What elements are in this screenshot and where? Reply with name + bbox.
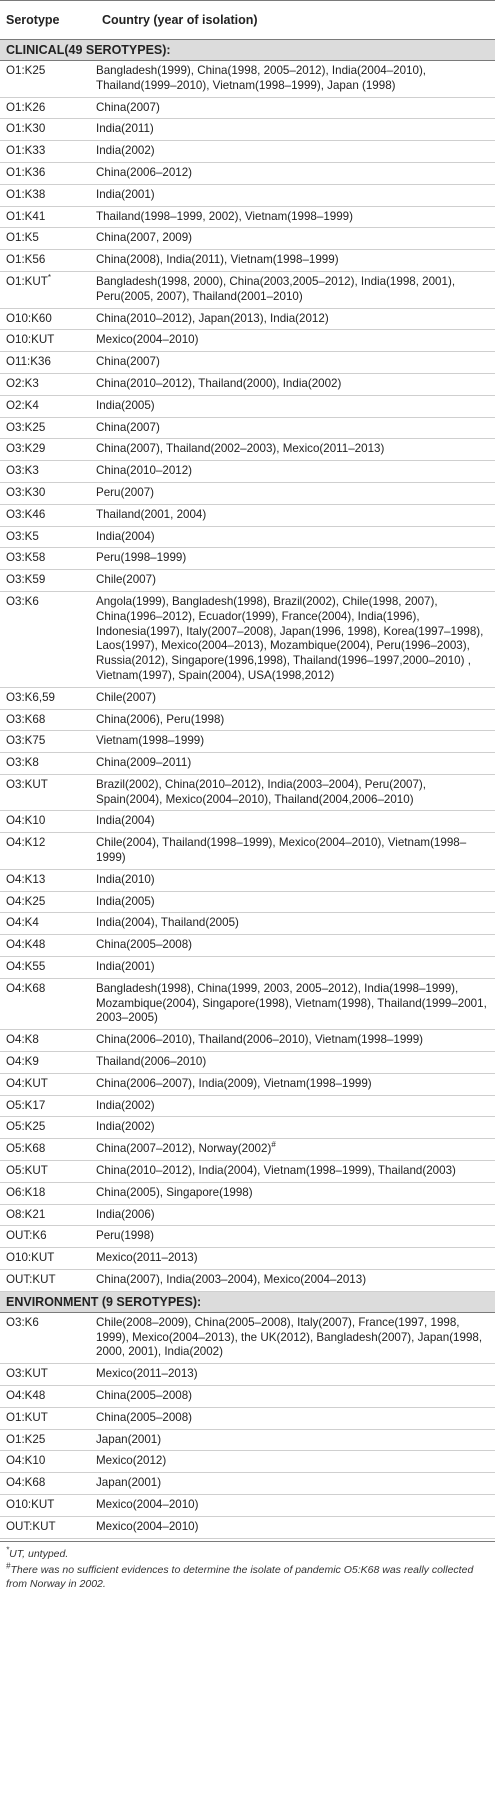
serotype-cell: O4:K10 xyxy=(0,1451,96,1473)
serotype-cell: O1:K26 xyxy=(0,97,96,119)
table-row xyxy=(0,1312,495,1363)
country-cell: China(2007), Thailand(2002–2003), Mexico(2011–2013) xyxy=(96,439,495,461)
table-row xyxy=(0,373,495,395)
table-row xyxy=(0,439,495,461)
country-cell: Peru(1998) xyxy=(96,1226,495,1248)
country-cell: Chile(2007) xyxy=(96,570,495,592)
country-cell: China(2006–2010), Thailand(2006–2010), Vietnam(1998–1999) xyxy=(96,1030,495,1052)
country-cell: China(2007) xyxy=(96,417,495,439)
serotype-cell: O3:K46 xyxy=(0,504,96,526)
serotype-cell: OUT:KUT xyxy=(0,1270,96,1292)
table-row xyxy=(0,417,495,439)
country-cell: China(2006), Peru(1998) xyxy=(96,709,495,731)
country-cell: Chile(2004), Thailand(1998–1999), Mexico(2004–2010), Vietnam(1998–1999) xyxy=(96,833,495,870)
serotype-cell: O1:K56 xyxy=(0,250,96,272)
country-cell: India(2006) xyxy=(96,1204,495,1226)
table-row xyxy=(0,1226,495,1248)
table-row xyxy=(0,935,495,957)
country-cell: China(2005–2008) xyxy=(96,1386,495,1408)
table-row xyxy=(0,228,495,250)
serotype-cell: O5:KUT xyxy=(0,1161,96,1183)
table-row xyxy=(0,1139,495,1161)
country-cell: China(2007), India(2003–2004), Mexico(2004–2013) xyxy=(96,1270,495,1292)
serotype-cell: O11:K36 xyxy=(0,352,96,374)
serotype-cell: O1:K36 xyxy=(0,162,96,184)
serotype-cell: O4:K25 xyxy=(0,891,96,913)
footnote-untyped: *UT, untyped. xyxy=(6,1545,69,1560)
country-cell: China(2008), India(2011), Vietnam(1998–1999) xyxy=(96,250,495,272)
country-cell: India(2004) xyxy=(96,811,495,833)
country-cell: Brazil(2002), China(2010–2012), India(2003–2004), Peru(2007), Spain(2004), Mexico(2004–2010), Thailand(2004,2006–2010) xyxy=(96,774,495,811)
serotype-cell: O1:K38 xyxy=(0,184,96,206)
country-cell: India(2011) xyxy=(96,119,495,141)
country-cell: India(2004), Thailand(2005) xyxy=(96,913,495,935)
section-header xyxy=(0,1291,495,1312)
table-row xyxy=(0,957,495,979)
serotype-cell: O1:K30 xyxy=(0,119,96,141)
table-row xyxy=(0,591,495,687)
serotype-cell: O4:K4 xyxy=(0,913,96,935)
country-cell: China(2006–2012) xyxy=(96,162,495,184)
serotype-cell: O10:KUT xyxy=(0,1248,96,1270)
serotype-cell: O3:K6 xyxy=(0,1312,96,1363)
table-body xyxy=(0,40,495,1539)
serotype-cell: O4:K48 xyxy=(0,1386,96,1408)
serotype-cell: O5:K68 xyxy=(0,1139,96,1161)
table-row xyxy=(0,206,495,228)
table-row xyxy=(0,1429,495,1451)
serotype-cell: O5:K17 xyxy=(0,1095,96,1117)
serotype-cell: O3:K59 xyxy=(0,570,96,592)
table-row xyxy=(0,526,495,548)
country-cell: Angola(1999), Bangladesh(1998), Brazil(2002), Chile(1998, 2007), China(1996–2012), Ecuador(1999), France(2004), India(1996), Indonesia(1997), Italy(2007–2008), Japan(1996, 1998), Korea(1997–1998), Laos(1997), Mexico(2004–2013), Mozambique(2004), Peru(1996–2003), Russia(2012), Singapore(1996,1998), Thailand(1996–1997,2000–2010) , Vietnam(1997), Spain(2004), USA(1998,2012) xyxy=(96,591,495,687)
serotype-cell: O6:K18 xyxy=(0,1182,96,1204)
table-row xyxy=(0,774,495,811)
serotype-cell: O3:K75 xyxy=(0,731,96,753)
country-cell: India(2005) xyxy=(96,395,495,417)
table-row xyxy=(0,141,495,163)
serotype-cell: O2:K4 xyxy=(0,395,96,417)
country-cell: China(2005–2008) xyxy=(96,1407,495,1429)
serotype-cell: O3:K68 xyxy=(0,709,96,731)
country-cell: Peru(1998–1999) xyxy=(96,548,495,570)
serotype-cell: O4:K55 xyxy=(0,957,96,979)
country-cell: India(2002) xyxy=(96,141,495,163)
table-row xyxy=(0,162,495,184)
table-row xyxy=(0,61,495,98)
table-row xyxy=(0,271,495,308)
serotype-cell: O3:K29 xyxy=(0,439,96,461)
serotype-cell: O3:K6 xyxy=(0,591,96,687)
table-row xyxy=(0,709,495,731)
country-cell: Mexico(2004–2010) xyxy=(96,330,495,352)
table-row xyxy=(0,1182,495,1204)
country-cell: Japan(2001) xyxy=(96,1429,495,1451)
country-cell: China(2010–2012) xyxy=(96,461,495,483)
section-title: CLINICAL(49 SEROTYPES): xyxy=(0,40,495,61)
country-cell: China(2007) xyxy=(96,352,495,374)
table-row xyxy=(0,330,495,352)
table-row xyxy=(0,97,495,119)
table-row xyxy=(0,395,495,417)
table-row xyxy=(0,1095,495,1117)
table-row xyxy=(0,184,495,206)
serotype-cell: O3:K8 xyxy=(0,753,96,775)
table-row xyxy=(0,1473,495,1495)
serotype-cell: O3:KUT xyxy=(0,774,96,811)
header-country: Country (year of isolation) xyxy=(96,1,495,40)
table-row xyxy=(0,811,495,833)
table-row xyxy=(0,548,495,570)
table-row xyxy=(0,1386,495,1408)
section-title: ENVIRONMENT (9 SEROTYPES): xyxy=(0,1291,495,1312)
table-row xyxy=(0,1248,495,1270)
header-serotype: Serotype xyxy=(0,1,96,40)
table-row xyxy=(0,504,495,526)
country-cell: Bangladesh(1999), China(1998, 2005–2012), India(2004–2010), Thailand(1999–2010), Vietnam(1998–1999), Japan (1998) xyxy=(96,61,495,98)
serotype-cell: O1:K41 xyxy=(0,206,96,228)
country-cell: China(2007–2012), Norway(2002)# xyxy=(96,1139,495,1161)
table-row xyxy=(0,570,495,592)
table-row xyxy=(0,1117,495,1139)
serotype-cell: O10:KUT xyxy=(0,330,96,352)
serotype-cell: O4:KUT xyxy=(0,1073,96,1095)
serotype-cell: O4:K8 xyxy=(0,1030,96,1052)
footnotes xyxy=(0,1541,495,1592)
country-cell: China(2005–2008) xyxy=(96,935,495,957)
table-row xyxy=(0,1407,495,1429)
country-cell: China(2005), Singapore(1998) xyxy=(96,1182,495,1204)
country-cell: China(2010–2012), India(2004), Vietnam(1998–1999), Thailand(2003) xyxy=(96,1161,495,1183)
serotype-cell: O3:K58 xyxy=(0,548,96,570)
country-cell: India(2001) xyxy=(96,184,495,206)
country-cell: Thailand(1998–1999, 2002), Vietnam(1998–1999) xyxy=(96,206,495,228)
country-cell: India(2005) xyxy=(96,891,495,913)
serotype-cell: O3:K30 xyxy=(0,482,96,504)
country-cell: Bangladesh(1998), China(1999, 2003, 2005–2012), India(1998–1999), Mozambique(2004), Singapore(1998), Vietnam(1998), Thailand(1999–2001, 2003–2005) xyxy=(96,978,495,1029)
table-row xyxy=(0,753,495,775)
table-row xyxy=(0,1204,495,1226)
serotype-cell: O2:K3 xyxy=(0,373,96,395)
serotype-cell: O5:K25 xyxy=(0,1117,96,1139)
section-header xyxy=(0,40,495,61)
serotype-cell: O4:K13 xyxy=(0,869,96,891)
serotype-cell: O3:K6,59 xyxy=(0,687,96,709)
table-row xyxy=(0,1270,495,1292)
serotype-cell: O1:KUT xyxy=(0,1407,96,1429)
country-cell: China(2010–2012), Japan(2013), India(2012) xyxy=(96,308,495,330)
table-row xyxy=(0,891,495,913)
serotype-cell: OUT:K6 xyxy=(0,1226,96,1248)
country-cell: India(2010) xyxy=(96,869,495,891)
country-cell: Bangladesh(1998, 2000), China(2003,2005–2012), India(1998, 2001), Peru(2005, 2007), Thailand(2001–2010) xyxy=(96,271,495,308)
serotype-cell: O1:KUT* xyxy=(0,271,96,308)
serotype-cell: O1:K33 xyxy=(0,141,96,163)
serotype-cell: O1:K25 xyxy=(0,1429,96,1451)
serotype-cell: OUT:KUT xyxy=(0,1516,96,1538)
serotype-cell: O3:K25 xyxy=(0,417,96,439)
table-header xyxy=(0,1,495,40)
country-cell: Mexico(2011–2013) xyxy=(96,1364,495,1386)
country-cell: India(2002) xyxy=(96,1095,495,1117)
table-row xyxy=(0,913,495,935)
serotype-cell: O8:K21 xyxy=(0,1204,96,1226)
table-row xyxy=(0,1052,495,1074)
country-cell: Chile(2008–2009), China(2005–2008), Italy(2007), France(1997, 1998, 1999), Mexico(2004–2013), the UK(2012), Bangladesh(2007), Japan(1998, 2000, 2001), India(2002) xyxy=(96,1312,495,1363)
table-row xyxy=(0,869,495,891)
table-row xyxy=(0,1494,495,1516)
table-row xyxy=(0,1516,495,1538)
serotype-cell: O4:K48 xyxy=(0,935,96,957)
table-row xyxy=(0,461,495,483)
serotype-cell: O3:K5 xyxy=(0,526,96,548)
table-row xyxy=(0,833,495,870)
country-cell: China(2006–2007), India(2009), Vietnam(1998–1999) xyxy=(96,1073,495,1095)
country-cell: Mexico(2004–2010) xyxy=(96,1516,495,1538)
country-cell: China(2007, 2009) xyxy=(96,228,495,250)
country-cell: Japan(2001) xyxy=(96,1473,495,1495)
country-cell: India(2002) xyxy=(96,1117,495,1139)
country-cell: Mexico(2012) xyxy=(96,1451,495,1473)
footnote-norway: #There was no sufficient evidences to determine the isolate of pandemic O5:K68 was really collected from Norway in 2002. xyxy=(6,1561,474,1590)
table-row xyxy=(0,1451,495,1473)
serotype-cell: O3:K3 xyxy=(0,461,96,483)
serotype-cell: O4:K9 xyxy=(0,1052,96,1074)
table-row xyxy=(0,119,495,141)
table-row xyxy=(0,978,495,1029)
serotype-cell: O3:KUT xyxy=(0,1364,96,1386)
country-cell: Vietnam(1998–1999) xyxy=(96,731,495,753)
table-row xyxy=(0,1364,495,1386)
serotype-cell: O1:K5 xyxy=(0,228,96,250)
table-row xyxy=(0,250,495,272)
table-row xyxy=(0,687,495,709)
table-row xyxy=(0,731,495,753)
table-row xyxy=(0,1161,495,1183)
table-row xyxy=(0,308,495,330)
country-cell: Thailand(2001, 2004) xyxy=(96,504,495,526)
country-cell: Mexico(2004–2010) xyxy=(96,1494,495,1516)
serotype-cell: O10:K60 xyxy=(0,308,96,330)
table-row xyxy=(0,352,495,374)
country-cell: India(2004) xyxy=(96,526,495,548)
country-cell: China(2010–2012), Thailand(2000), India(2002) xyxy=(96,373,495,395)
country-cell: Chile(2007) xyxy=(96,687,495,709)
serotype-cell: O1:K25 xyxy=(0,61,96,98)
serotype-cell: O4:K12 xyxy=(0,833,96,870)
table-row xyxy=(0,482,495,504)
serotype-cell: O4:K10 xyxy=(0,811,96,833)
country-cell: Peru(2007) xyxy=(96,482,495,504)
table-row xyxy=(0,1073,495,1095)
serotype-cell: O4:K68 xyxy=(0,978,96,1029)
serotype-cell: O4:K68 xyxy=(0,1473,96,1495)
country-cell: China(2009–2011) xyxy=(96,753,495,775)
country-cell: India(2001) xyxy=(96,957,495,979)
country-cell: Thailand(2006–2010) xyxy=(96,1052,495,1074)
table-row xyxy=(0,1030,495,1052)
country-cell: China(2007) xyxy=(96,97,495,119)
serotype-cell: O10:KUT xyxy=(0,1494,96,1516)
country-cell: Mexico(2011–2013) xyxy=(96,1248,495,1270)
